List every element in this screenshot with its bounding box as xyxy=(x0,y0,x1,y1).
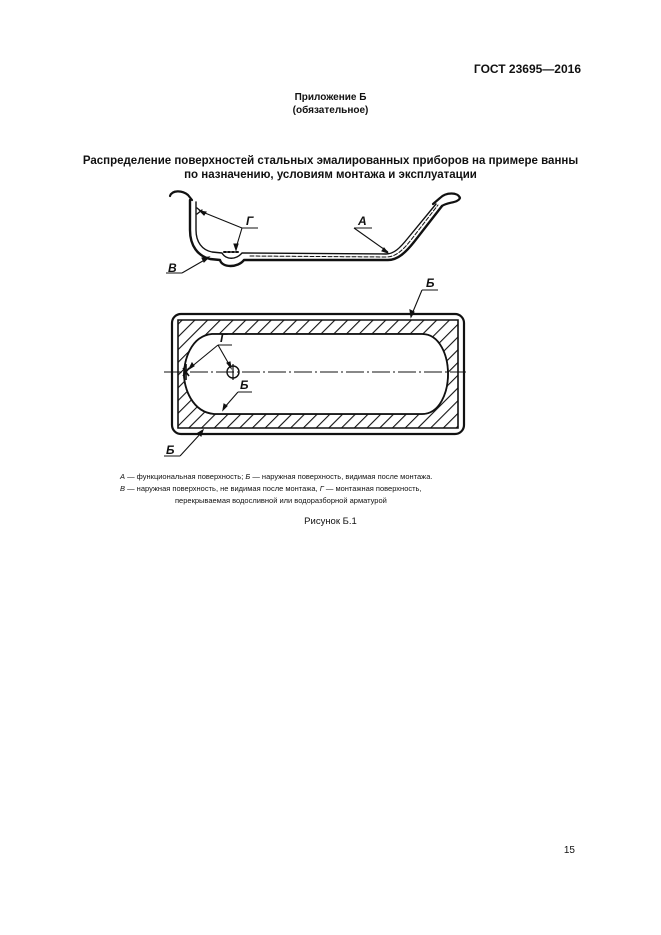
label-g-plan: Г xyxy=(220,331,228,345)
legend-g-letter: Г xyxy=(319,484,324,493)
label-b-bottom: Б xyxy=(166,443,175,457)
annex-heading xyxy=(0,91,661,117)
legend-a-text: — функциональная поверхность; xyxy=(125,472,246,481)
inner-surface xyxy=(196,202,436,258)
legend-line-1 xyxy=(120,471,560,483)
plan-bowl xyxy=(184,334,448,414)
page-number: 15 xyxy=(563,845,575,856)
label-g-section: Г xyxy=(246,214,254,228)
label-a: А xyxy=(358,214,367,228)
bathtub-section-view xyxy=(170,191,460,266)
legend-b-letter: Б xyxy=(245,472,251,481)
legend-g-text: — монтажная поверхность, xyxy=(323,484,422,493)
bathtub-figure xyxy=(150,186,480,464)
label-b-inner: Б xyxy=(240,378,249,392)
document-title xyxy=(40,154,621,182)
label-b-top: Б xyxy=(426,276,435,290)
legend-line-2 xyxy=(120,483,560,495)
legend-b-text: — наружная поверхность, видимая после монтажа. xyxy=(250,472,433,481)
title-line-1: Распределение поверхностей стальных эмалированных приборов на примере ванны xyxy=(82,155,579,167)
standard-header: ГОСТ 23695—2016 xyxy=(473,62,581,76)
title-line-2: по назначению, условиям монтажа и эксплуатации xyxy=(184,169,477,181)
figure-legend xyxy=(120,471,560,507)
right-rim xyxy=(433,194,460,207)
annex-title: Приложение Б xyxy=(294,92,367,103)
annex-subtitle: (обязательное) xyxy=(292,105,369,116)
bathtub-plan-view xyxy=(164,314,466,434)
figure-caption: Рисунок Б.1 xyxy=(304,516,357,527)
legend-line-3: перекрываемая водосливной или водоразборной арматурой xyxy=(175,496,387,505)
legend-v-letter: В xyxy=(120,484,126,493)
label-v: В xyxy=(168,261,177,275)
legend-v-text: — наружная поверхность, не видимая после монтажа, xyxy=(125,484,320,493)
left-rim xyxy=(170,191,192,200)
legend-a-letter: А xyxy=(120,472,126,481)
